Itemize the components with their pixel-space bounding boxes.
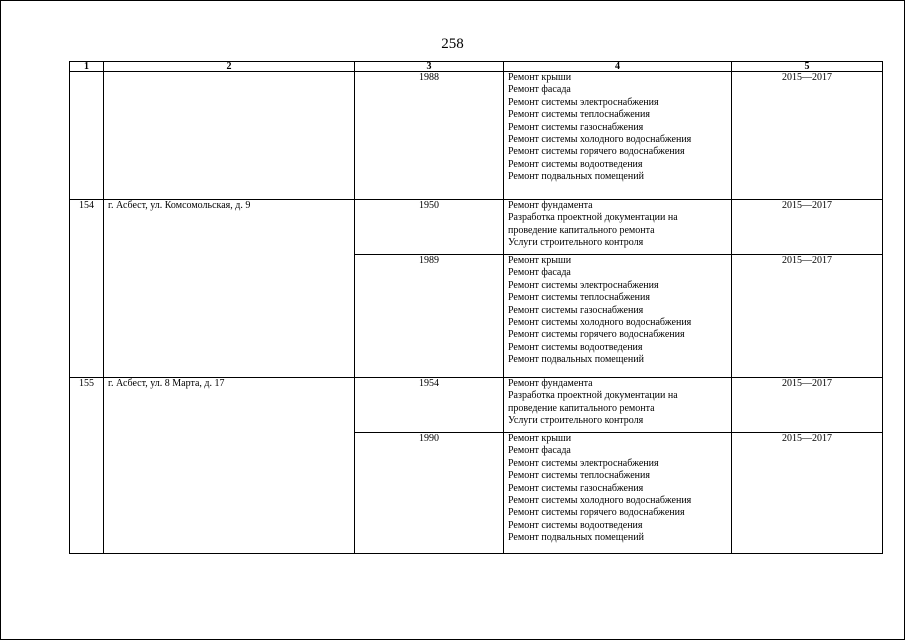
- work-item: Ремонт подвальных помещений: [508, 532, 644, 544]
- row-number-cell: 155: [70, 378, 104, 554]
- year-cell: 1988: [355, 72, 504, 200]
- work-item: Ремонт системы газоснабжения: [508, 482, 644, 494]
- work-item: Ремонт крыши: [508, 72, 572, 83]
- column-header-1: 1: [70, 62, 104, 72]
- work-item: Ремонт системы горячего водоснабжения: [508, 507, 685, 519]
- period-cell: 2015—2017: [732, 378, 883, 433]
- header-row: [70, 62, 883, 72]
- address-cell: г. Асбест, ул. Комсомольская, д. 9: [104, 200, 355, 378]
- work-item: Ремонт системы водоотведения: [508, 158, 643, 170]
- works-cell: [504, 378, 732, 433]
- page-number: 258: [441, 36, 464, 52]
- period-cell: 2015—2017: [732, 255, 883, 378]
- works-cell: [504, 200, 732, 255]
- column-header-4: 4: [504, 62, 732, 72]
- work-item: Ремонт крыши: [508, 255, 572, 266]
- works-cell: [504, 433, 732, 554]
- work-item: Услуги строительного контроля: [508, 415, 644, 427]
- work-item: Разработка проектной документации на: [508, 390, 678, 402]
- work-item: Ремонт фундамента: [508, 200, 593, 211]
- work-item: Ремонт подвальных помещений: [508, 171, 644, 183]
- work-item: Разработка проектной документации на: [508, 212, 678, 224]
- works-cell: [504, 255, 732, 378]
- column-header-2: 2: [104, 62, 355, 72]
- table-row: [70, 200, 883, 255]
- year-cell: 1989: [355, 255, 504, 378]
- work-item: проведение капитального ремонта: [508, 402, 655, 414]
- work-item: Ремонт фасада: [508, 267, 571, 279]
- period-cell: 2015—2017: [732, 72, 883, 200]
- work-item: Ремонт фасада: [508, 84, 571, 96]
- work-item: Ремонт системы холодного водоснабжения: [508, 317, 692, 329]
- work-item: Ремонт крыши: [508, 433, 572, 444]
- work-item: Ремонт системы теплоснабжения: [508, 109, 650, 121]
- work-item: Ремонт системы теплоснабжения: [508, 292, 650, 304]
- row-number-cell: 154: [70, 200, 104, 378]
- work-item: Ремонт системы газоснабжения: [508, 121, 644, 133]
- address-cell: г. Асбест, ул. 8 Марта, д. 17: [104, 378, 355, 554]
- work-item: Ремонт системы холодного водоснабжения: [508, 495, 692, 507]
- work-item: Ремонт системы горячего водоснабжения: [508, 329, 685, 341]
- year-cell: 1990: [355, 433, 504, 554]
- work-item: Ремонт фундамента: [508, 378, 593, 389]
- work-item: Ремонт подвальных помещений: [508, 354, 644, 366]
- period-cell: 2015—2017: [732, 433, 883, 554]
- year-cell: 1950: [355, 200, 504, 255]
- work-item: Ремонт системы водоотведения: [508, 519, 643, 531]
- work-item: Ремонт системы электроснабжения: [508, 457, 659, 469]
- work-item: Ремонт системы электроснабжения: [508, 279, 659, 291]
- work-item: Ремонт системы теплоснабжения: [508, 470, 650, 482]
- year-cell: 1954: [355, 378, 504, 433]
- work-item: проведение капитального ремонта: [508, 224, 655, 236]
- address-cell: [104, 72, 355, 200]
- row-number-cell: [70, 72, 104, 200]
- repair-schedule-table: [69, 61, 883, 554]
- work-item: Ремонт системы газоснабжения: [508, 304, 644, 316]
- works-cell: [504, 72, 732, 200]
- work-item: Ремонт фасада: [508, 445, 571, 457]
- work-item: Ремонт системы холодного водоснабжения: [508, 134, 692, 146]
- column-header-5: 5: [732, 62, 883, 72]
- table-row: [70, 378, 883, 433]
- work-item: Ремонт системы водоотведения: [508, 341, 643, 353]
- column-header-3: 3: [355, 62, 504, 72]
- work-item: Ремонт системы горячего водоснабжения: [508, 146, 685, 158]
- table-row: [70, 72, 883, 200]
- work-item: Ремонт системы электроснабжения: [508, 96, 659, 108]
- period-cell: 2015—2017: [732, 200, 883, 255]
- work-item: Услуги строительного контроля: [508, 237, 644, 249]
